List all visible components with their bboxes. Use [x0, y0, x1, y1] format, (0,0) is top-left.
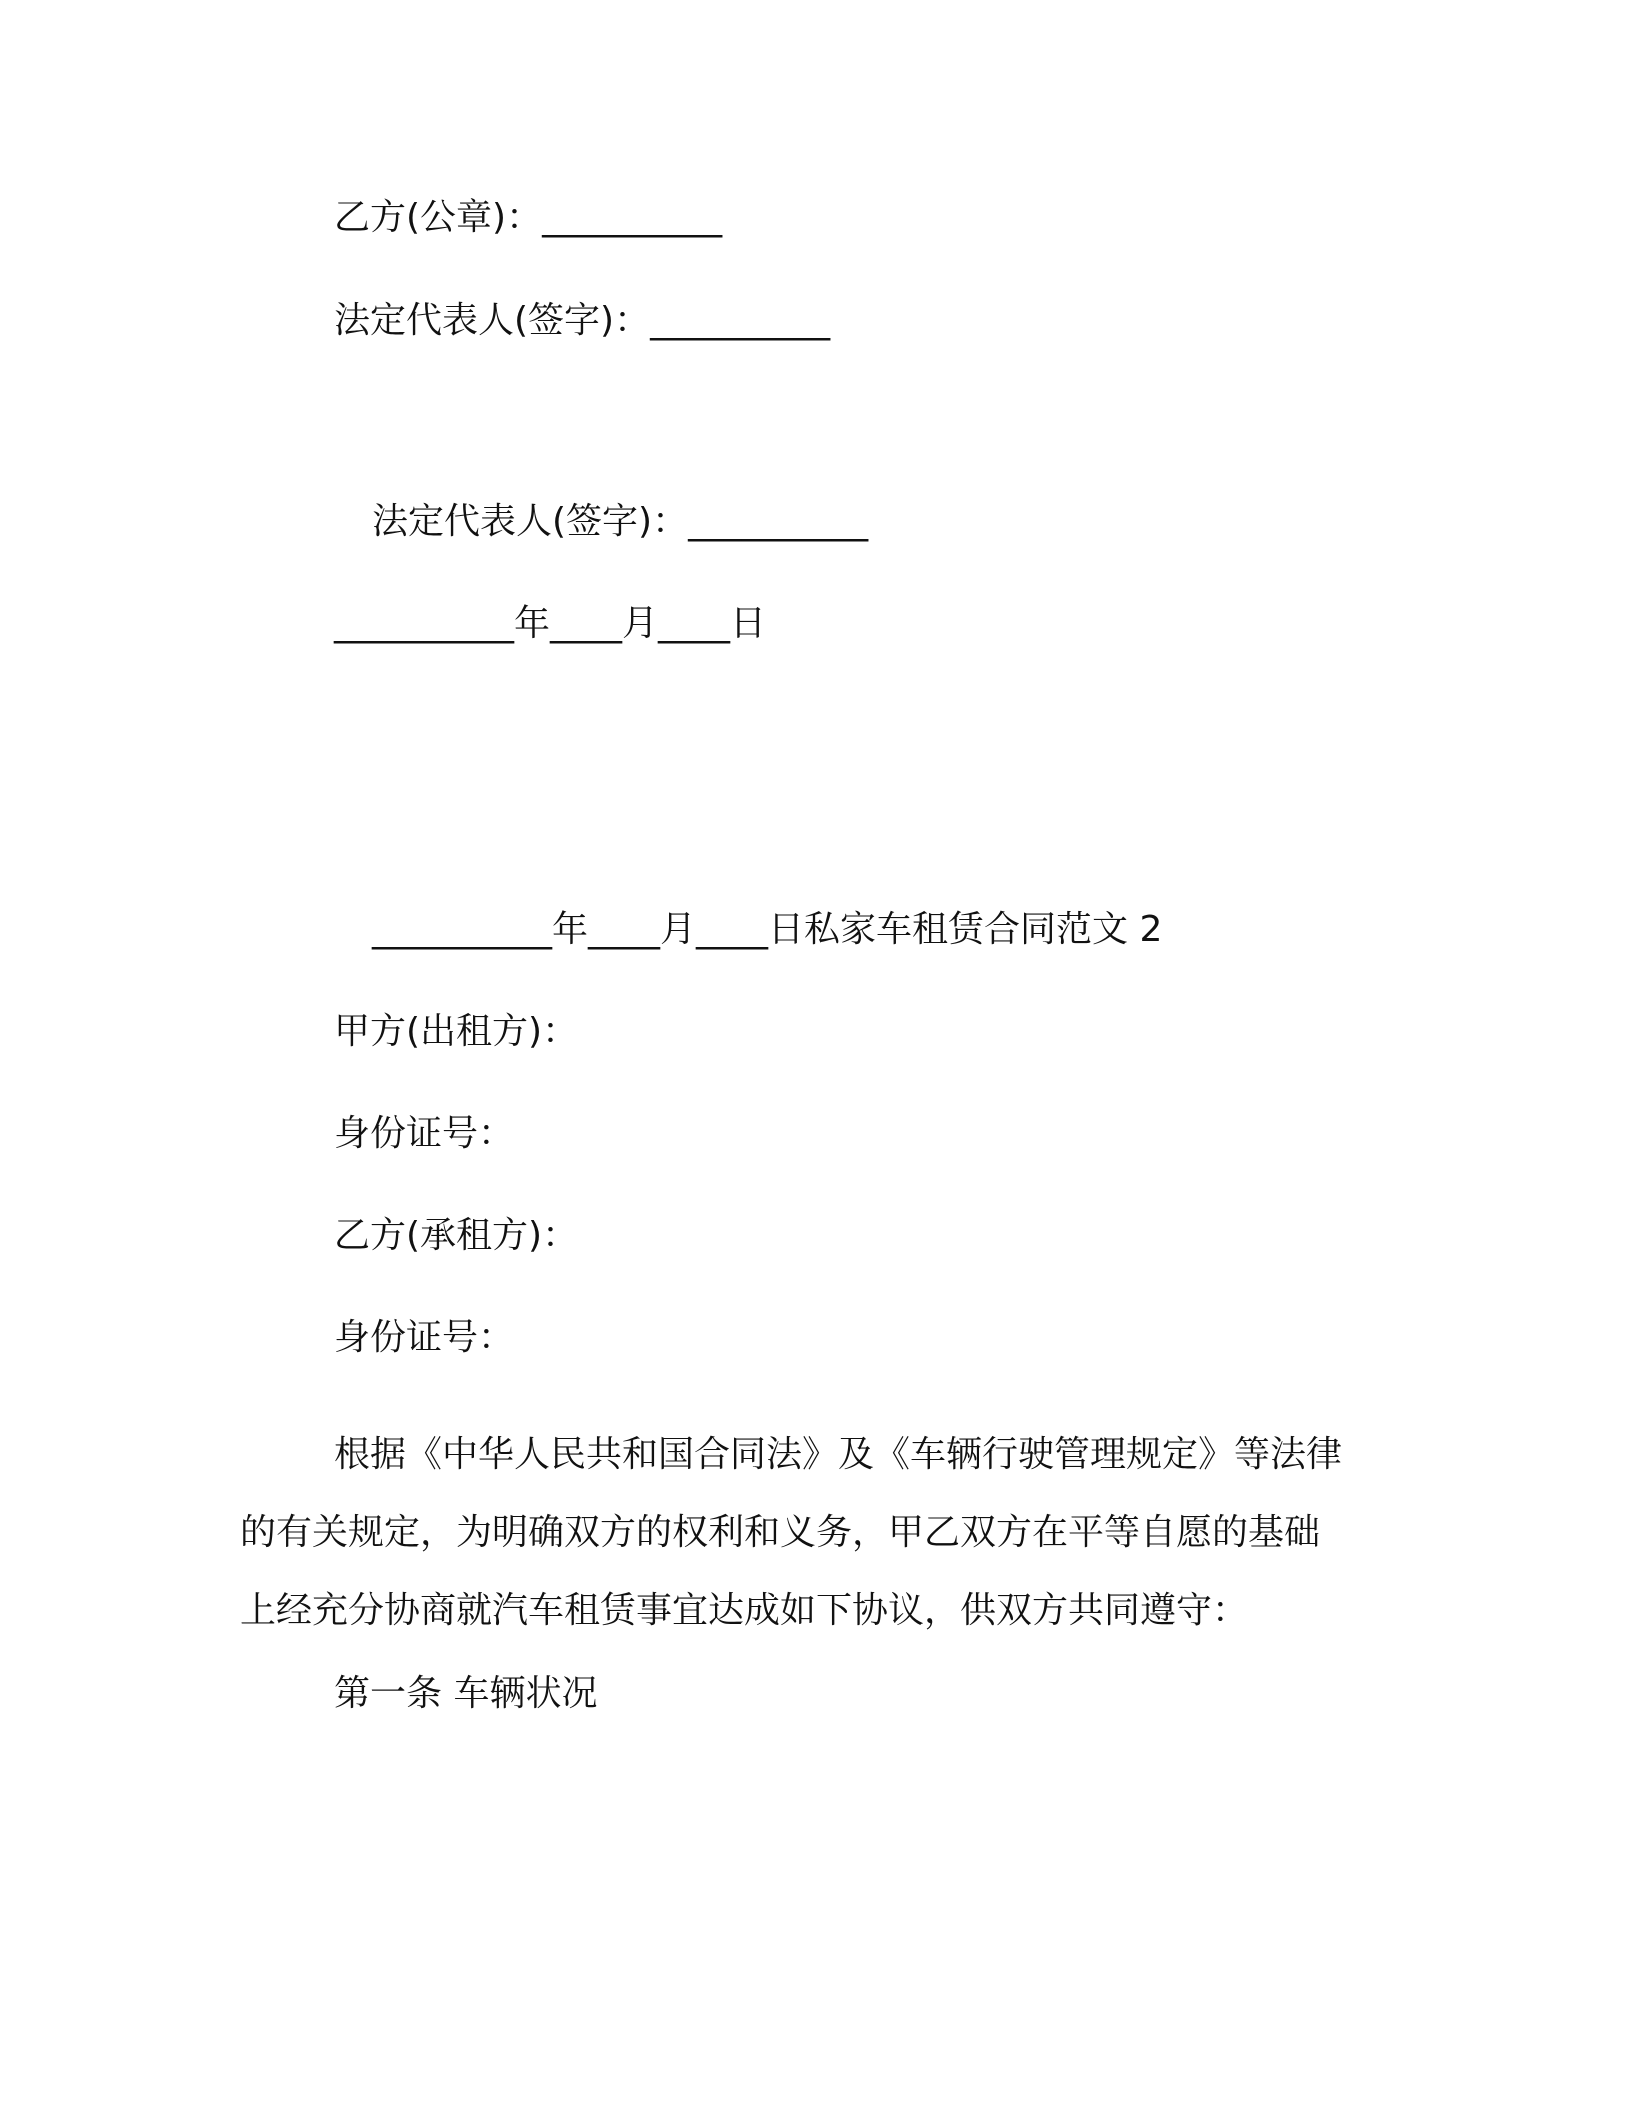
section-heading: 第一条 车辆状况	[334, 1673, 598, 1714]
party-b-lessee-line: 乙方(承租方)：	[334, 1215, 579, 1256]
party-a-id-line: 身份证号：	[334, 1113, 515, 1154]
paragraph-line: 的有关规定，为明确双方的权利和义务，甲乙双方在平等自愿的基础	[240, 1512, 1321, 1553]
legal-rep-signature-line-2: 法定代表人(签字)：__________	[372, 501, 869, 542]
party-b-id-line: 身份证号：	[334, 1317, 515, 1358]
party-a-lessor-line: 甲方(出租方)：	[334, 1011, 579, 1052]
legal-rep-signature-line: 法定代表人(签字)：__________	[334, 300, 831, 341]
paragraph-line: 上经充分协商就汽车租赁事宜达成如下协议，供双方共同遵守：	[240, 1590, 1249, 1631]
date-line: __________年____月____日	[334, 603, 766, 644]
party-b-seal-line: 乙方(公章)：__________	[334, 197, 723, 238]
paragraph-line: 根据《中华人民共和国合同法》及《车辆行驶管理规定》等法律	[334, 1434, 1343, 1475]
contract-title-line: __________年____月____日私家车租赁合同范文 2	[372, 909, 1163, 950]
agreement-paragraph	[240, 1416, 1390, 1650]
